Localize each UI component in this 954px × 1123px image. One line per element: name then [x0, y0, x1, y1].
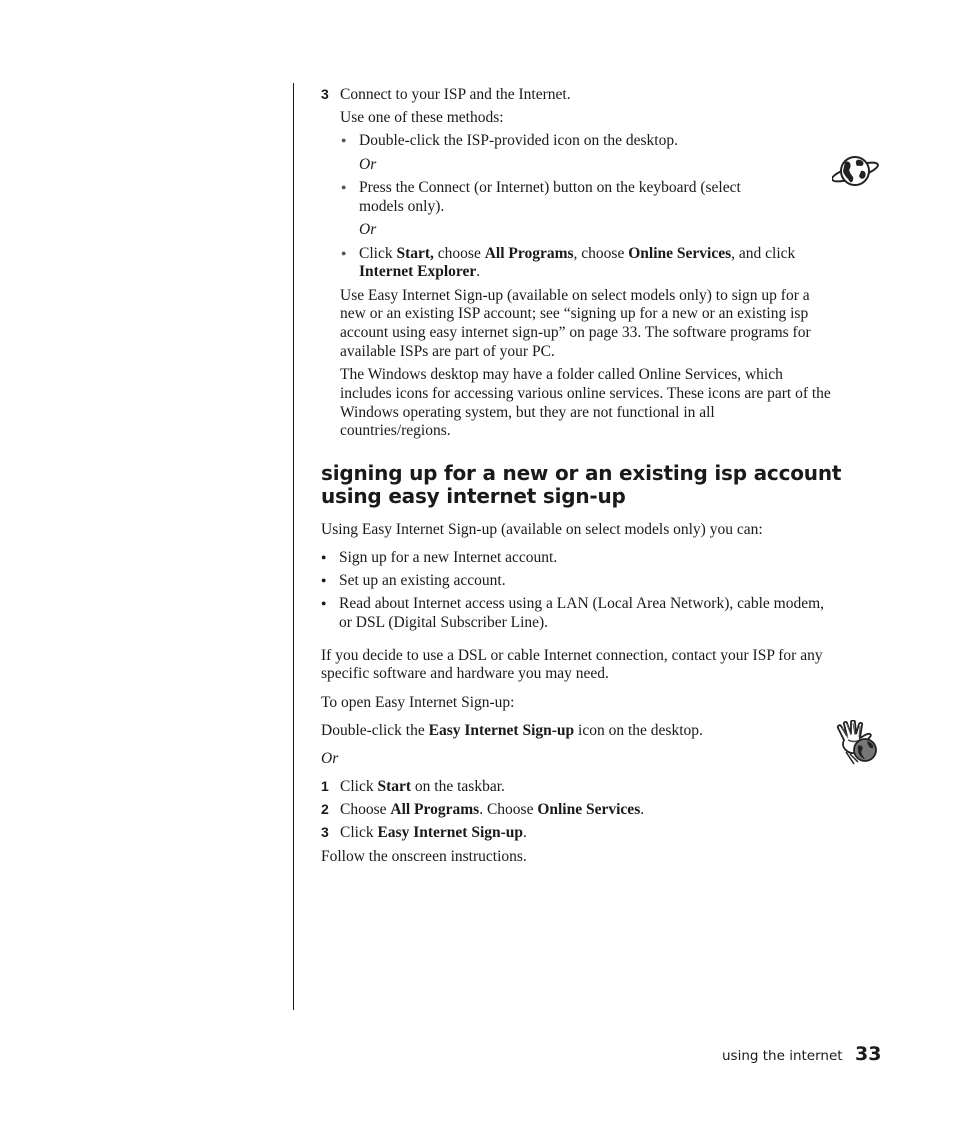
paragraph-line: includes icons for accessing various online services. These icons are part of the	[340, 385, 831, 402]
paragraph-line: account using easy internet sign-up” on page 33. The software programs for	[340, 324, 811, 341]
or-label: Or	[359, 156, 377, 173]
margin-rule	[293, 83, 294, 1010]
section-heading-line2: using easy internet sign-up	[321, 484, 626, 508]
bullet-dot: ●	[341, 248, 347, 258]
bullet-item: Set up an existing account.	[339, 572, 506, 589]
follow-text: Follow the onscreen instructions.	[321, 848, 527, 865]
footer-section-title: using the internet	[722, 1048, 843, 1064]
page-number: 33	[855, 1043, 882, 1065]
bullet-dot: ●	[321, 598, 327, 608]
paragraph-line: The Windows desktop may have a folder called Online Services, which	[340, 366, 783, 383]
paragraph-line: If you decide to use a DSL or cable Internet connection, contact your ISP for any	[321, 647, 823, 664]
method-2-line2: models only).	[359, 198, 445, 215]
step-number: 1	[321, 778, 329, 794]
easy-internet-signup-hand-icon	[834, 720, 880, 768]
paragraph-line: countries/regions.	[340, 422, 451, 439]
step-text: Connect to your ISP and the Internet.	[340, 86, 571, 103]
paragraph-line: specific software and hardware you may need.	[321, 665, 609, 682]
bullet-dot: ●	[321, 552, 327, 562]
method-1: Double-click the ISP-provided icon on the desktop.	[359, 132, 678, 149]
methods-intro: Use one of these methods:	[340, 109, 504, 126]
step-text: Click Easy Internet Sign-up.	[340, 824, 527, 841]
section-intro: Using Easy Internet Sign-up (available on select models only) you can:	[321, 521, 763, 538]
double-click-text: Double-click the Easy Internet Sign-up icon on the desktop.	[321, 722, 703, 739]
step-number: 3	[321, 86, 329, 102]
bullet-dot: ●	[341, 135, 347, 145]
bullet-dot: ●	[341, 182, 347, 192]
method-2-line1: Press the Connect (or Internet) button on the keyboard (select	[359, 179, 741, 196]
step-number: 3	[321, 824, 329, 840]
step-number: 2	[321, 801, 329, 817]
paragraph-line: new or an existing ISP account; see “signing up for a new or an existing isp	[340, 305, 809, 322]
method-3-line2: Internet Explorer.	[359, 263, 481, 280]
step-text: Choose All Programs. Choose Online Services.	[340, 801, 645, 818]
bullet-dot: ●	[321, 575, 327, 585]
bullet-item: Sign up for a new Internet account.	[339, 549, 558, 566]
paragraph-line: Windows operating system, but they are not functional in all	[340, 404, 715, 421]
paragraph-line: Use Easy Internet Sign-up (available on select models only) to sign up for a	[340, 287, 810, 304]
paragraph-line: available ISPs are part of your PC.	[340, 343, 555, 360]
section-heading-line1: signing up for a new or an existing isp account	[321, 461, 842, 485]
to-open-text: To open Easy Internet Sign-up:	[321, 694, 515, 711]
bullet-item: Read about Internet access using a LAN (Local Area Network), cable modem,	[339, 595, 825, 612]
internet-globe-icon	[832, 152, 880, 190]
bullet-item: or DSL (Digital Subscriber Line).	[339, 614, 549, 631]
method-3-line1: Click Start, choose All Programs, choose Online Services, and click	[359, 245, 796, 262]
step-text: Click Start on the taskbar.	[340, 778, 505, 795]
or-label: Or	[321, 750, 339, 767]
or-label: Or	[359, 221, 377, 238]
